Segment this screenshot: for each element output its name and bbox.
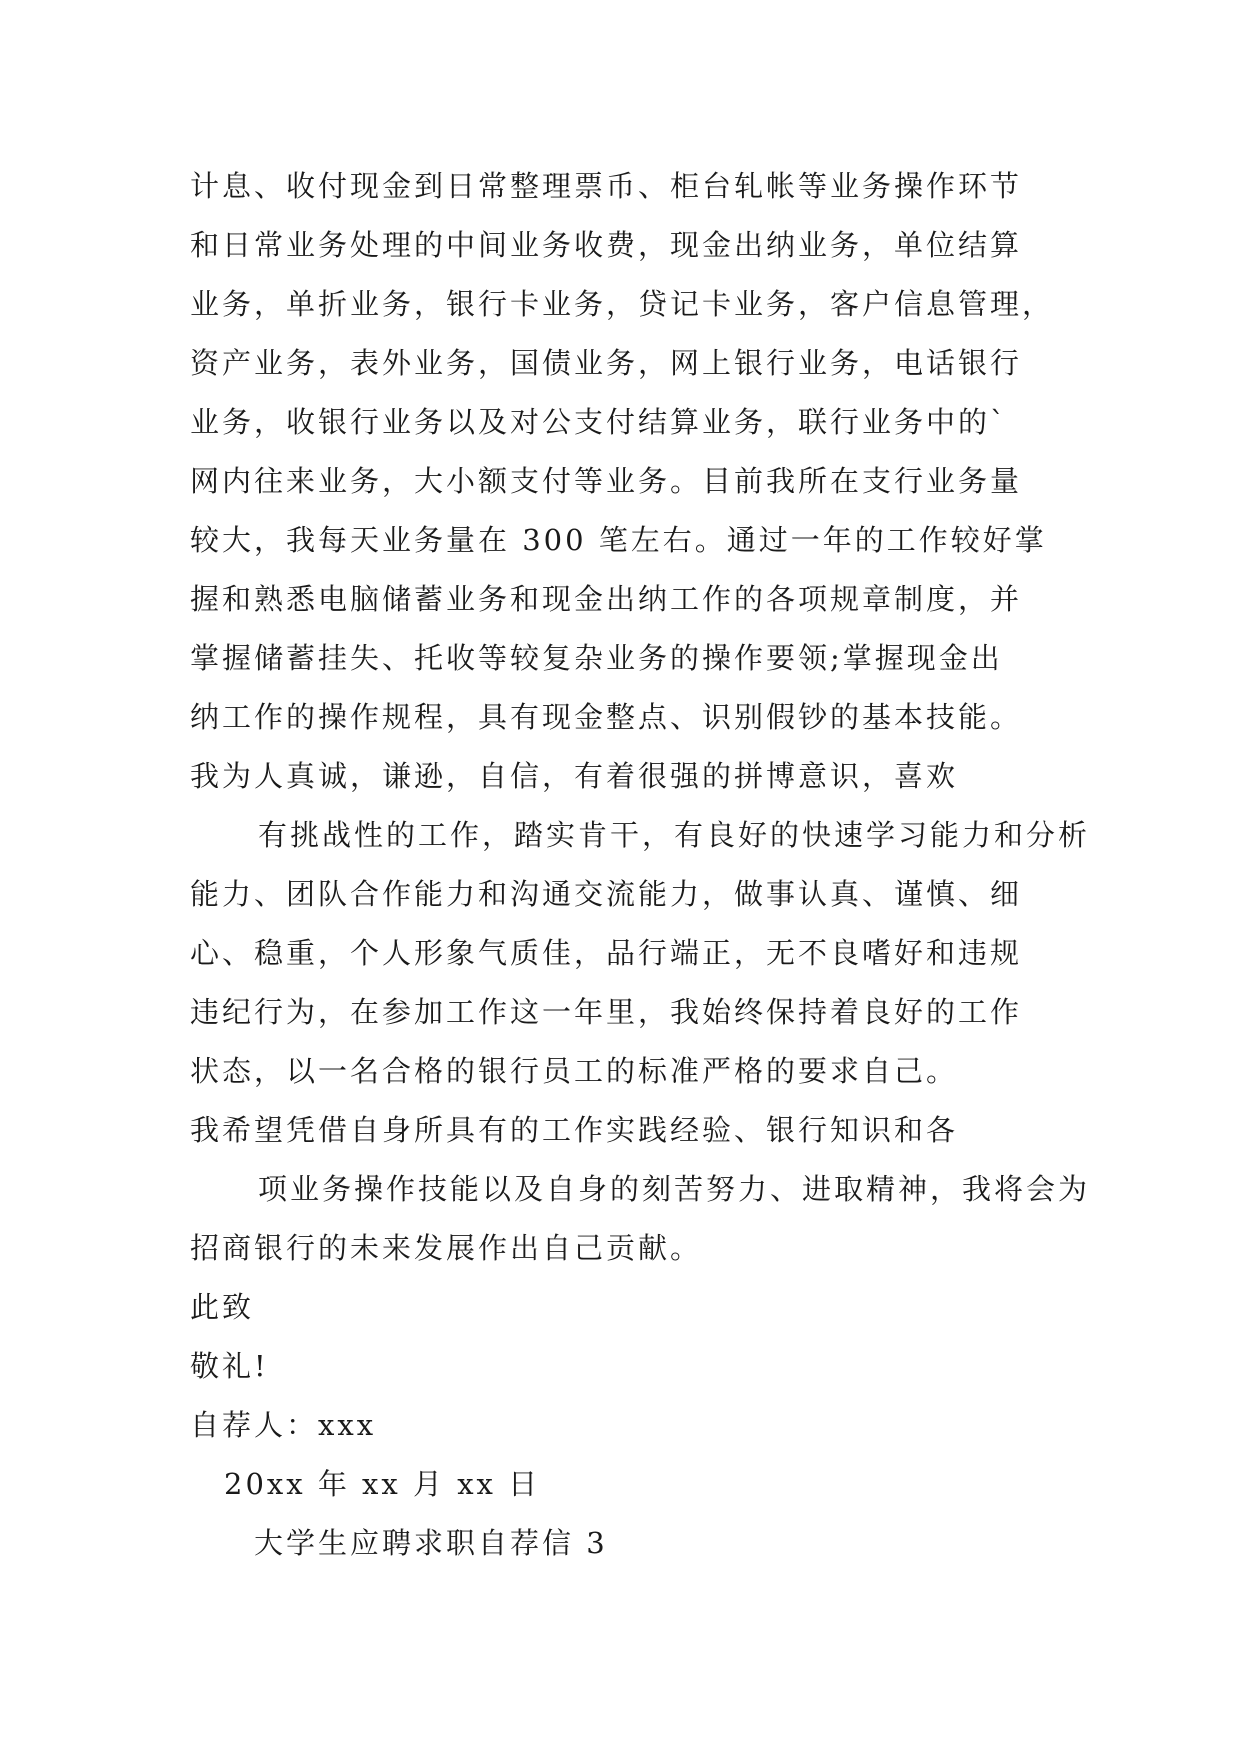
paragraph-line: 业务，单折业务，银行卡业务，贷记卡业务，客户信息管理， (190, 287, 1055, 321)
paragraph-line: 握和熟悉电脑储蓄业务和现金出纳工作的各项规章制度，并 (190, 582, 1023, 616)
paragraph-line: 计息、收付现金到日常整理票币、柜台轧帐等业务操作环节 (190, 169, 1023, 203)
paragraph-line: 较大，我每天业务量在 300 笔左右。通过一年的工作较好掌 (190, 523, 1047, 557)
closing-line: 敬礼! (190, 1349, 269, 1383)
paragraph-line: 违纪行为，在参加工作这一年里，我始终保持着良好的工作 (190, 995, 1023, 1029)
paragraph-line: 能力、团队合作能力和沟通交流能力，做事认真、谨慎、细 (190, 877, 1023, 911)
paragraph-line: 和日常业务处理的中间业务收费，现金出纳业务，单位结算 (190, 228, 1023, 262)
date-line: 大学生应聘求职自荐信 3 (254, 1526, 608, 1560)
paragraph-line: 业务，收银行业务以及对公支付结算业务，联行业务中的` (190, 405, 1008, 439)
signature-line: 20xx 年 xx 月 xx 日 (224, 1467, 541, 1501)
paragraph-line: 掌握储蓄挂失、托收等较复杂业务的操作要领;掌握现金出 (190, 641, 1003, 675)
paragraph-line: 网内往来业务，大小额支付等业务。目前我所在支行业务量 (190, 464, 1023, 498)
paragraph-line: 此致 (190, 1290, 255, 1324)
paragraph-line: 心、稳重，个人形象气质佳，品行端正，无不良嗜好和违规 (190, 936, 1023, 970)
closing-line: 自荐人：xxx (190, 1408, 377, 1442)
paragraph-line: 我希望凭借自身所具有的工作实践经验、银行知识和各 (190, 1113, 959, 1147)
paragraph-line: 我为人真诚，谦逊，自信，有着很强的拼博意识，喜欢 (190, 759, 959, 793)
paragraph-line: 项业务操作技能以及自身的刻苦努力、进取精神，我将会为 (258, 1172, 1091, 1206)
paragraph-line: 招商银行的未来发展作出自己贡献。 (190, 1231, 703, 1265)
paragraph-line: 状态，以一名合格的银行员工的标准严格的要求自己。 (190, 1054, 959, 1088)
paragraph-line: 有挑战性的工作，踏实肯干，有良好的快速学习能力和分析 (258, 818, 1091, 852)
section-heading (190, 1572, 1090, 1632)
paragraph-line: 资产业务，表外业务，国债业务，网上银行业务，电话银行 (190, 346, 1023, 380)
paragraph-line: 纳工作的操作规程，具有现金整点、识别假钞的基本技能。 (190, 700, 1023, 734)
